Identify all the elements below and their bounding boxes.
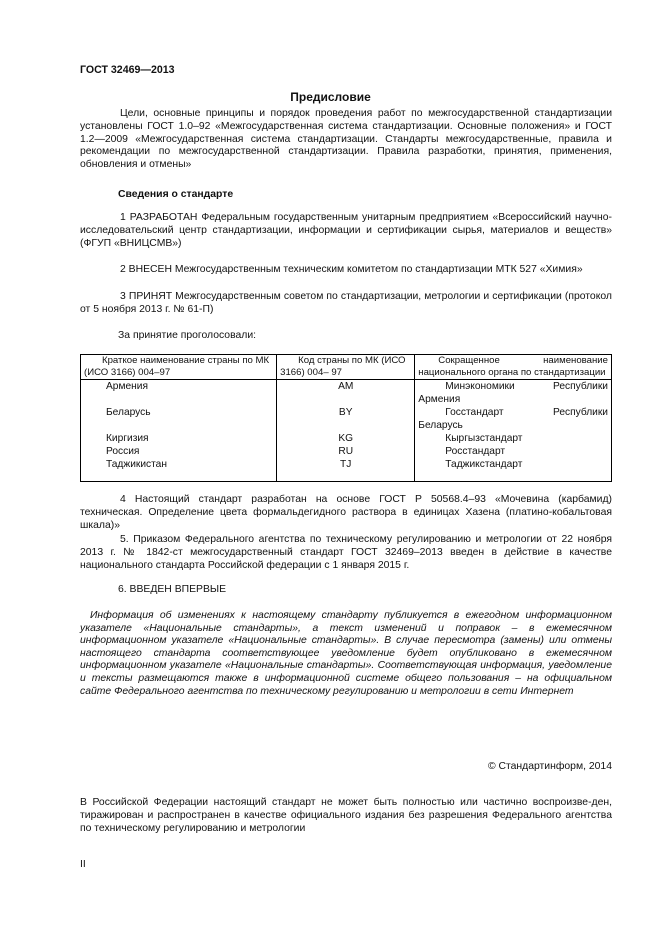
org-cell: Минэкономики: [445, 381, 515, 392]
item-5-order: 5. Приказом Федерального агентства по техническому регулированию и метрологии от 22 ноября 2013 г. № 1842-ст межгосударственный стандарт ГОСТ 32469–2013 введен в действие в качестве национального стандарта Российской федерации с 1 января 2015 г.: [80, 534, 612, 571]
page-number: II: [80, 859, 86, 870]
item-2-submitted: 2 ВНЕСЕН Межгосударственным техническим комитетом по стандартизации МТК 527 «Химия»: [120, 264, 583, 275]
org-cell: Росстандарт: [445, 446, 506, 457]
table-row: [81, 380, 612, 407]
item-6-introduced: 6. ВВЕДЕН ВПЕРВЫЕ: [118, 584, 227, 595]
country-cell: Армения: [106, 381, 148, 392]
col-country-header: Краткое наименование страны по МК (ИСО 3166) 004–97: [81, 355, 277, 380]
table-header-row: [81, 355, 612, 380]
org-cell: Таджикстандарт: [445, 459, 523, 470]
page-title: Предисловие: [290, 90, 371, 104]
country-cell: Беларусь: [106, 407, 151, 418]
org-cell-line2: Беларусь: [418, 420, 463, 431]
country-cell: Россия: [106, 446, 140, 457]
org-cell-line2: Армения: [418, 394, 461, 405]
org-cell-tail: Республики: [553, 381, 608, 392]
item-3-adopted: 3 ПРИНЯТ Межгосударственным советом по стандартизации, метрологии и сертификации (протокол от 5 ноября 2013 г. № 61-П): [80, 291, 612, 315]
country-cell: Киргизия: [106, 433, 149, 444]
code-cell: AM: [277, 380, 415, 407]
col-code-header: Код страны по МК (ИСО 3166) 004– 97: [277, 355, 415, 380]
org-cell: Госстандарт: [445, 407, 504, 418]
voted-label: За принятие проголосовали:: [118, 330, 257, 341]
item-1-developed: 1 РАЗРАБОТАН Федеральным государственным унитарным предприятием «Всероссийский научно-исследовательский центр стандартизации, информации и сертификации сырья, материалов и веществ» (ФГУП «ВНИЦСМВ»): [80, 212, 612, 249]
table-row: [81, 445, 612, 458]
legal-footer: В Российской Федерации настоящий стандарт не может быть полностью или частично воспроизве-ден, тиражирован и распространен в качестве официального издания без разрешения Федерального агентства по техническому регулированию и метрологии: [80, 797, 612, 834]
table-row: [81, 406, 612, 432]
code-cell: KG: [277, 432, 415, 445]
country-cell: Таджикистан: [106, 459, 167, 470]
copyright: © Стандартинформ, 2014: [487, 761, 612, 772]
table-row: [81, 432, 612, 445]
code-cell: TJ: [277, 458, 415, 482]
org-cell-tail: Республики: [553, 407, 608, 418]
item-4-based-on: 4 Настоящий стандарт разработан на основе ГОСТ Р 50568.4–93 «Мочевина (карбамид) техническая. Определение цвета формальдегидного раствора в единицах Хазена (платино-кобальтовая шкала)»: [80, 494, 612, 531]
changes-notice: Информация об изменениях к настоящему стандарту публикуется в ежегодном информационном указателе «Национальные стандарты», а текст изменений и поправок – в ежемесячном информационном указателе «Национальные стандарты». В случае пересмотра (замены) или отмены настоящего стандарта соответствующее уведомление будет опубликовано в ежемесячном информационном указателе «Национальные стандарты». Соответствующая информация, уведомление и тексты размещаются также в информационной системе общего пользования – на официальном сайте Федерального агентства по техническому регулированию и метрологии в сети Интернет: [80, 610, 612, 697]
document-header: ГОСТ 32469—2013: [80, 64, 175, 76]
col-org-header: Сокращенное наименование национального органа по стандартизации: [415, 355, 612, 380]
org-cell: Кыргызстандарт: [445, 433, 523, 444]
intro-paragraph: Цели, основные принципы и порядок проведения работ по межгосударственной стандартизации установлены ГОСТ 1.0–92 «Межгосударственная система стандартизации. Основные положения» и ГОСТ 1.2—2009 «Межгосударственная система стандартизации. Стандарты межгосударственные, правила и рекомендации по межгосударственной стандартизации. Правила разработки, принятия, применения, обновления и отмены»: [80, 108, 612, 171]
code-cell: BY: [277, 406, 415, 432]
info-heading: Сведения о стандарте: [118, 189, 234, 200]
table-row: [81, 458, 612, 482]
voting-table: [80, 354, 612, 482]
code-cell: RU: [277, 445, 415, 458]
